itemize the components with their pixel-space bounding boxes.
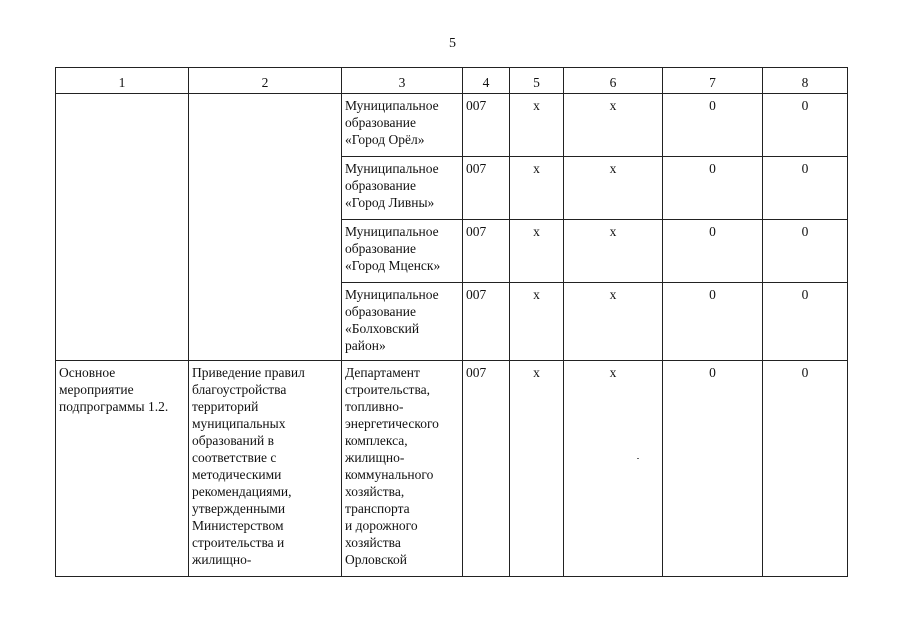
code-cell: 007 <box>463 157 510 220</box>
header-col-5: 5 <box>510 68 564 94</box>
table-row-main-activity <box>56 361 848 577</box>
code-cell: 007 <box>463 283 510 361</box>
col6-cell: х <box>564 94 663 157</box>
activity-name-cell: Основное мероприятие подпрограммы 1.2. <box>56 361 189 577</box>
table-row <box>56 94 848 157</box>
header-col-6: 6 <box>564 68 663 94</box>
executor-cell: Муниципальное образование «Болховский район» <box>342 283 463 361</box>
group-col-2 <box>189 94 342 361</box>
executor-cell: Муниципальное образование «Город Ливны» <box>342 157 463 220</box>
col5-cell: х <box>510 283 564 361</box>
group-col-1 <box>56 94 189 361</box>
col5-cell: х <box>510 157 564 220</box>
code-cell: 007 <box>463 220 510 283</box>
col8-cell: 0 <box>763 94 848 157</box>
col8-cell: 0 <box>763 283 848 361</box>
executor-cell: Муниципальное образование «Город Орёл» <box>342 94 463 157</box>
header-col-7: 7 <box>663 68 763 94</box>
col7-cell: 0 <box>663 94 763 157</box>
col7-cell: 0 <box>663 157 763 220</box>
col5-cell: х <box>510 361 564 577</box>
col8-cell: 0 <box>763 361 848 577</box>
col6-cell: х <box>564 157 663 220</box>
col5-cell: х <box>510 220 564 283</box>
header-row <box>56 68 848 94</box>
executor-cell: Департамент строительства, топливно- энергетического комплекса, жилищно- коммунального хозяйства, транспорта и дорожного хозяйства Орловской <box>342 361 463 577</box>
col7-cell: 0 <box>663 361 763 577</box>
header-col-2: 2 <box>189 68 342 94</box>
scan-speck <box>637 458 639 459</box>
header-col-4: 4 <box>463 68 510 94</box>
col7-cell: 0 <box>663 220 763 283</box>
col5-cell: х <box>510 94 564 157</box>
page-number: 5 <box>449 36 456 51</box>
col7-cell: 0 <box>663 283 763 361</box>
header-col-1: 1 <box>56 68 189 94</box>
col8-cell: 0 <box>763 157 848 220</box>
activity-description-cell: Приведение правил благоустройства территорий муниципальных образований в соответствие с методическими рекомендациями, утвержденными Министерством строительства и жилищно- <box>189 361 342 577</box>
col6-cell: х <box>564 283 663 361</box>
header-col-8: 8 <box>763 68 848 94</box>
col6-cell: х <box>564 361 663 577</box>
header-col-3: 3 <box>342 68 463 94</box>
executor-cell: Муниципальное образование «Город Мценск» <box>342 220 463 283</box>
budget-table <box>55 67 848 577</box>
code-cell: 007 <box>463 361 510 577</box>
code-cell: 007 <box>463 94 510 157</box>
col6-cell: х <box>564 220 663 283</box>
col8-cell: 0 <box>763 220 848 283</box>
